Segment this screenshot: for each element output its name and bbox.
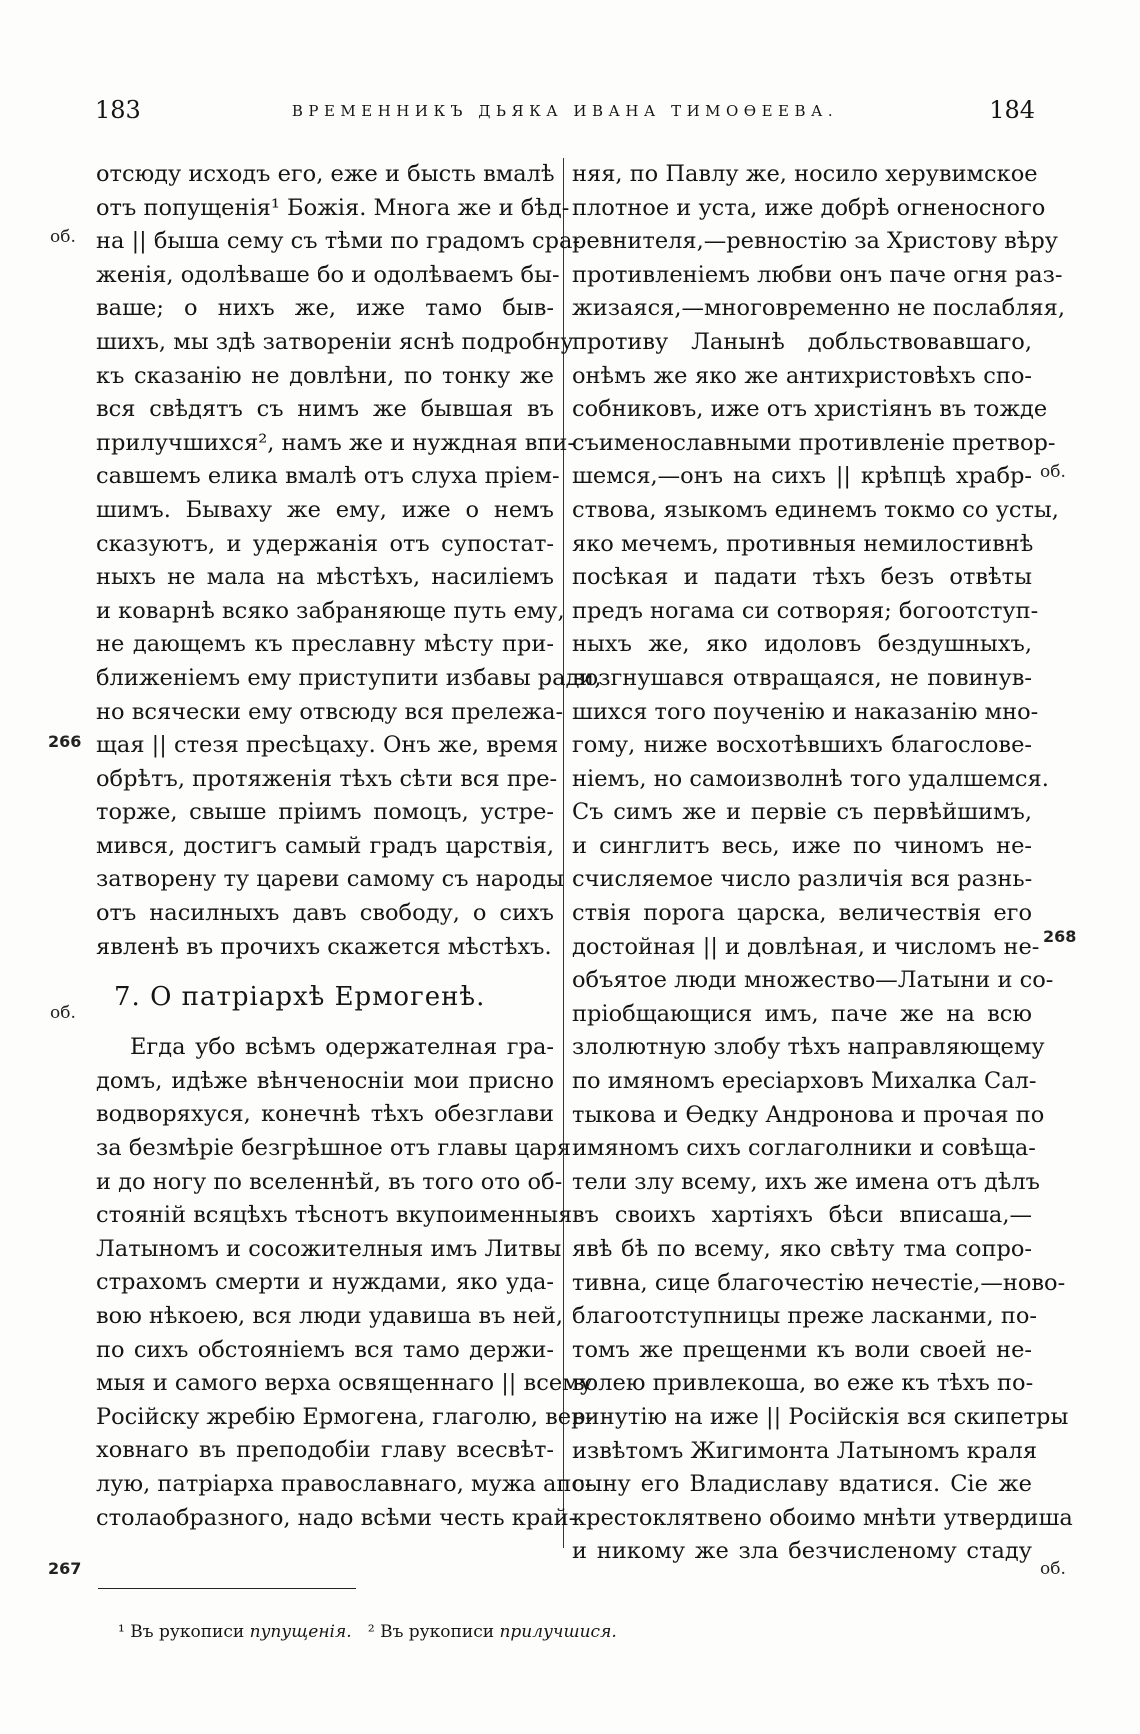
text-line: мився, достигъ самый градъ царствія, <box>96 832 554 859</box>
text-line: ствова, языкомъ единемъ токмо со усты, <box>572 496 1059 523</box>
text-line: тели злу всему, ихъ же имена отъ дѣлъ <box>572 1168 1040 1195</box>
text-line: водворяхуся, конечнѣ тѣхъ обезглави <box>96 1101 554 1128</box>
text-line: шимъ. Бываху же ему, иже о немъ <box>96 496 554 523</box>
text-line: собниковъ, иже отъ христіянъ въ тожде <box>572 396 1048 423</box>
text-line: лую, патріарха православнаго, мужа апо- <box>96 1470 593 1497</box>
text-line: ныхъ же, яко идоловъ бездушныхъ, <box>572 631 1032 658</box>
page-header <box>95 96 1035 130</box>
text-line: шихъ, мы здѣ затвореніи яснѣ подробну <box>96 328 574 355</box>
text-line: но всячески ему отвсюду вся прележа- <box>96 698 564 725</box>
text-line: и синглитъ весь, иже по чиномъ не- <box>572 832 1032 859</box>
text-line: вся свѣдятъ съ нимъ же бывшая въ <box>96 396 554 423</box>
text-line: томъ же прещенми къ воли своей не- <box>572 1336 1032 1363</box>
footnote-mark: ¹ <box>118 1622 125 1642</box>
footnote-rule <box>98 1588 356 1589</box>
running-title: ВРЕМЕННИКЪ ДЬЯКА ИВАНА ТИМОѲЕЕВА. <box>291 102 839 120</box>
text-line: ніемъ, но самоизволнѣ того удалшемся. <box>572 765 1049 792</box>
page-number-left: 183 <box>95 96 141 124</box>
margin-note-ob: об. <box>50 1003 76 1023</box>
text-line: отъ насилныхъ давъ свободу, о сихъ <box>96 900 554 927</box>
text-line: пріобщающися имъ, паче же на всю <box>572 1000 1032 1027</box>
text-line: явленѣ въ прочихъ скажется мѣстѣхъ. <box>96 933 552 960</box>
text-line: къ сказанію не довлѣни, по тонку же <box>96 362 554 389</box>
text-line: не дающемъ къ преславну мѣсту при- <box>96 631 554 658</box>
text-line: шихся того поученію и наказанію мно- <box>572 698 1039 725</box>
margin-note-ob: об. <box>1040 1559 1066 1579</box>
footnote-mark: ² <box>367 1622 375 1642</box>
text-line: савшемъ елика вмалѣ отъ слуха пріем- <box>96 463 560 490</box>
text-line: съименославными противленіе претвор- <box>572 429 1056 456</box>
text-line: волею привлекоша, во еже къ тѣхъ по- <box>572 1370 1034 1397</box>
text-line: столаобразного, надо всѣми честь край- <box>96 1504 577 1531</box>
text-line: домъ, идѣже вѣнченосніи мои присно <box>96 1067 554 1094</box>
text-line: крестоклятвено обоимо мнѣти утвердиша <box>572 1504 1073 1531</box>
text-line: злолютную злобу тѣхъ направляющему <box>572 1034 1045 1061</box>
footnote-word: пупущенія. <box>249 1622 352 1642</box>
text-line: явѣ бѣ по всему, яко свѣту тма сопро- <box>572 1236 1032 1262</box>
text-line: имяномъ сихъ соглаголники и совѣща- <box>572 1135 1036 1162</box>
text-line: благоотступницы преже ласканми, по- <box>572 1303 1037 1330</box>
footnotes <box>118 1622 617 1642</box>
text-line: и никому же зла безчисленому стаду <box>572 1538 1032 1565</box>
text-line: ховнаго въ преподобіи главу всесвѣт- <box>96 1437 554 1464</box>
text-line: няя, по Павлу же, носило херувимское <box>572 161 1038 187</box>
text-line: винутію на иже || Російскія вся скипетры <box>572 1403 1069 1430</box>
text-line: тыкова и Ѳедку Андронова и прочая по <box>572 1101 1045 1128</box>
text-line: страхомъ смерти и нуждами, яко уда- <box>96 1269 554 1296</box>
text-line: достойная || и довлѣная, и числомъ не- <box>572 933 1040 960</box>
text-line: сыну его Владиславу вдатися. Сіе же <box>572 1471 1032 1498</box>
text-line: яко мечемъ, противныя немилостивнѣ <box>572 530 1034 557</box>
text-line: жизаяся,—многовременно не послабляя, <box>572 295 1065 322</box>
text-line: отсюду исходъ его, еже и бысть вмалѣ <box>96 161 555 187</box>
text-line: сказуютъ, и удержанія отъ супостат- <box>96 530 554 557</box>
text-line: Російску жребію Ермогена, глаголю, вер- <box>96 1403 594 1430</box>
text-line: плотное и уста, иже добрѣ огненосного <box>572 194 1046 221</box>
text-line: по имяномъ ересіарховъ Михалка Сал- <box>572 1068 1037 1095</box>
margin-note-page-268: 268 <box>1043 927 1077 946</box>
text-line: шемся,—онъ на сихъ || крѣпцѣ храбр- <box>572 463 1032 490</box>
text-line: обрѣтъ, протяженія тѣхъ сѣти вся пре- <box>96 765 558 792</box>
text-line: ныхъ не мала на мѣстѣхъ, насиліемъ <box>96 564 554 591</box>
text-line: предъ ногама си сотворяя; богоотступ- <box>572 597 1039 624</box>
margin-note-page-267: 267 <box>48 1559 82 1578</box>
text-line: извѣтомъ Жигимонта Латыномъ краля <box>572 1437 1038 1464</box>
text-line: посѣкая и падати тѣхъ безъ отвѣты <box>572 564 1032 591</box>
text-line: щая || стезя пресѣцаху. Онъ же, время <box>96 732 559 759</box>
column-divider <box>563 158 564 1548</box>
section-heading: 7. О патріархѣ Ермогенѣ. <box>114 982 486 1013</box>
text-line: противу Ланынѣ добльствовавшаго, <box>572 328 1032 355</box>
text-line: Съ симъ же и первіе съ первѣйшимъ, <box>572 799 1032 826</box>
text-line: мыя и самого верха освященнаго || всему <box>96 1370 593 1397</box>
left-column <box>96 158 602 1535</box>
text-line: торже, свыше пріимъ помоцъ, устре- <box>96 799 554 826</box>
text-line: ствія порога царска, величествія его <box>572 900 1032 927</box>
text-line: за безмѣріе безгрѣшное отъ главы царя <box>96 1135 572 1162</box>
text-line: прилучшихся², намъ же и нуждная впи- <box>96 429 576 456</box>
text-line: Егда убо всѣмъ одержателная гра- <box>130 1034 554 1061</box>
text-line: ревнителя,—ревностію за Христову вѣру <box>572 228 1058 255</box>
text-line: тивна, сице благочестію нечестіе,—ново- <box>572 1269 1066 1296</box>
text-line: и коварнѣ всяко забраняюще путь ему, <box>96 597 565 624</box>
text-line: по сихъ обстояніемъ вся тамо держи- <box>96 1336 554 1363</box>
text-line: въ своихъ хартіяхъ бѣси вписаша,— <box>572 1202 1032 1229</box>
margin-note-ob: об. <box>1040 462 1066 482</box>
footnote-text: Въ рукописи <box>130 1622 245 1642</box>
text-line: стояній всяцѣхъ тѣснотъ вкупоименныя <box>96 1202 573 1229</box>
text-line: гому, ниже восхотѣвшихъ благослове- <box>572 732 1032 759</box>
footnote-word: прилучшися. <box>499 1622 617 1642</box>
text-line: ближеніемъ ему приступити избавы ради, <box>96 664 602 691</box>
text-line: отъ попущенія¹ Божія. Многа же и бѣд- <box>96 194 570 221</box>
text-line: счисляемое число различія вся разнь- <box>572 866 1033 893</box>
text-line: онѣмъ же яко же антихристовѣхъ спо- <box>572 362 1032 389</box>
text-line: и до ногу по вселеннѣй, въ того ото об- <box>96 1168 563 1195</box>
text-line: ваше; о нихъ же, иже тамо быв- <box>96 295 554 322</box>
page-number-right: 184 <box>989 96 1035 124</box>
text-line: на || быша сему съ тѣми по градомъ сра- <box>96 228 581 255</box>
footnote-text: Въ рукописи <box>380 1622 495 1642</box>
text-line: женія, одолѣваше бо и одолѣваемъ бы- <box>96 261 560 288</box>
margin-note-page-266: 266 <box>48 732 82 751</box>
text-line: возгнушався отвращаяся, не повинув- <box>572 664 1032 691</box>
text-line: Латыномъ и сосожителныя имъ Литвы <box>96 1235 562 1262</box>
text-line: объятое люди множество—Латыни и со- <box>572 967 1054 994</box>
text-line: противленіемъ любви онъ паче огня раз- <box>572 261 1063 288</box>
margin-note-ob: об. <box>50 227 76 247</box>
text-line: вою нѣкоею, вся люди удавиша въ ней, <box>96 1303 564 1329</box>
text-line: затворену ту цареви самому съ народы <box>96 866 564 893</box>
